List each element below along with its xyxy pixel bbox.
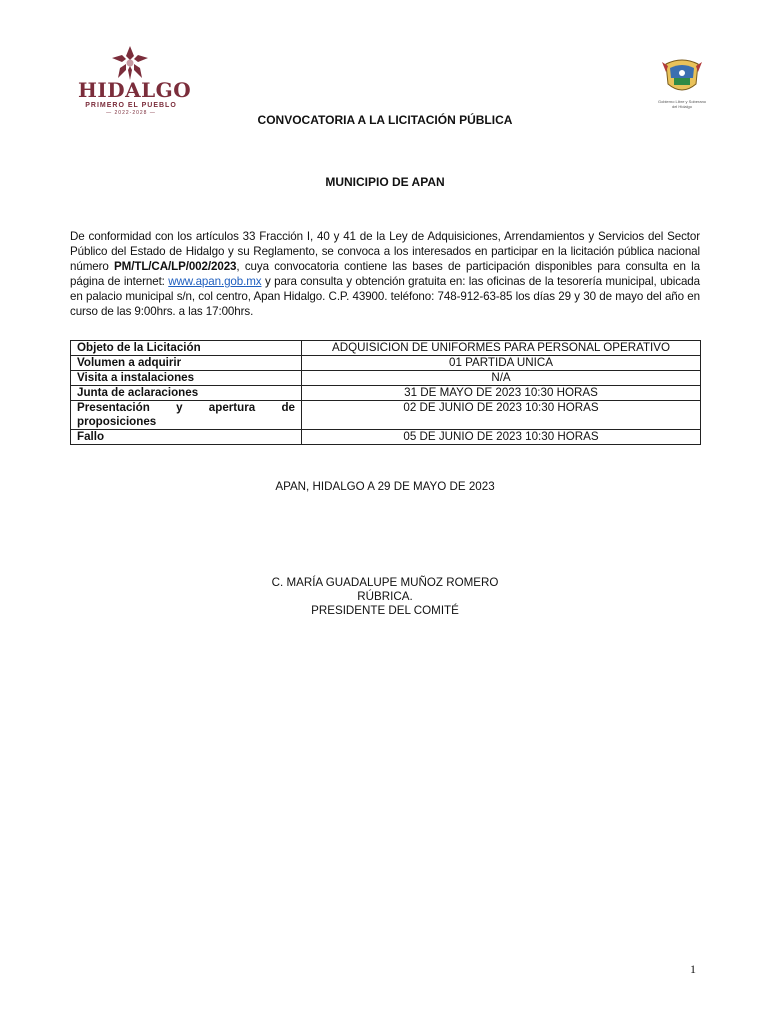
signature-rubric: RÚBRICA.	[357, 590, 413, 603]
intro-text-3: y para consulta y obtención gratuita en: las oficinas de la tesorería municipal, ubicada en palacio municipal s/n, col centro, Apan Hidalgo. C.P. 43900. teléfono: 748-912-63-85 los días 29 y 30 de mayo del año en curso de las 9:00hrs. a las 17:00hrs.	[70, 275, 700, 318]
website-link[interactable]: www.apan.gob.mx	[168, 275, 262, 288]
row-value: 05 DE JUNIO DE 2023 10:30 HORAS	[302, 430, 701, 445]
licitation-number: PM/TL/CA/LP/002/2023	[114, 260, 237, 273]
document-title: CONVOCATORIA A LA LICITACIÓN PÚBLICA	[257, 113, 513, 127]
intro-text-1: De conformidad con los artículos 33 Fracción I, 40 y 41 de la Ley de Adquisiciones, Arrendamientos y Servicios del Sector Público del Estado de Hidalgo y su Reglamento, se convoca a los interesados en participar en la licitación pública nacional número	[70, 230, 700, 273]
row-value: 31 DE MAYO DE 2023 10:30 HORAS	[302, 386, 701, 401]
page-number: 1	[690, 962, 696, 976]
row-value: ADQUISICION DE UNIFORMES PARA PERSONAL OPERATIVO	[302, 341, 701, 356]
hidalgo-logo	[76, 44, 192, 116]
intro-text-2: , cuya convocatoria contiene las bases de participación disponibles para consulta en la página de internet:	[70, 260, 700, 288]
intro-paragraph	[70, 229, 700, 319]
table-row	[71, 341, 701, 356]
row-label-line1	[77, 401, 295, 415]
signatory-name: C. MARÍA GUADALUPE MUÑOZ ROMERO	[271, 576, 499, 589]
crest-caption-line2: del Hidalgo	[671, 104, 692, 109]
signatory-position: PRESIDENTE DEL COMITÉ	[311, 604, 459, 617]
licitation-table	[70, 340, 701, 445]
logo-brand-text: HIDALGO	[78, 78, 192, 102]
table-row	[71, 356, 701, 371]
date-line: APAN, HIDALGO A 29 DE MAYO DE 2023	[275, 480, 495, 493]
row-value: 01 PARTIDA UNICA	[302, 356, 701, 371]
row-value: N/A	[302, 371, 701, 386]
apan-logo	[652, 58, 712, 114]
row-label: Junta de aclaraciones	[71, 386, 302, 401]
row-label-line2: proposiciones	[77, 415, 157, 428]
crest-caption	[652, 99, 712, 109]
crest-caption-line1: Gobierno Libre y Soberano	[657, 99, 707, 104]
table-row	[71, 401, 701, 430]
label-word: Presentación	[77, 401, 150, 414]
row-label: Objeto de la Licitación	[71, 341, 302, 356]
hidalgo-flower-icon	[110, 44, 150, 82]
document-subtitle: MUNICIPIO DE APAN	[325, 175, 445, 189]
apan-crest-icon	[660, 58, 704, 98]
row-label: Fallo	[71, 430, 302, 445]
table-row	[71, 386, 701, 401]
row-value: 02 DE JUNIO DE 2023 10:30 HORAS	[302, 401, 701, 430]
row-label: Visita a instalaciones	[71, 371, 302, 386]
logo-slogan: PRIMERO EL PUEBLO	[85, 102, 177, 109]
label-word: y	[176, 401, 183, 414]
signature-block	[0, 576, 770, 618]
row-label: Volumen a adquirir	[71, 356, 302, 371]
logo-years: — 2022-2028 —	[106, 110, 156, 116]
table-row	[71, 371, 701, 386]
label-word: apertura	[208, 401, 256, 414]
table-row	[71, 430, 701, 445]
row-label	[71, 401, 302, 430]
label-word: de	[281, 401, 295, 414]
